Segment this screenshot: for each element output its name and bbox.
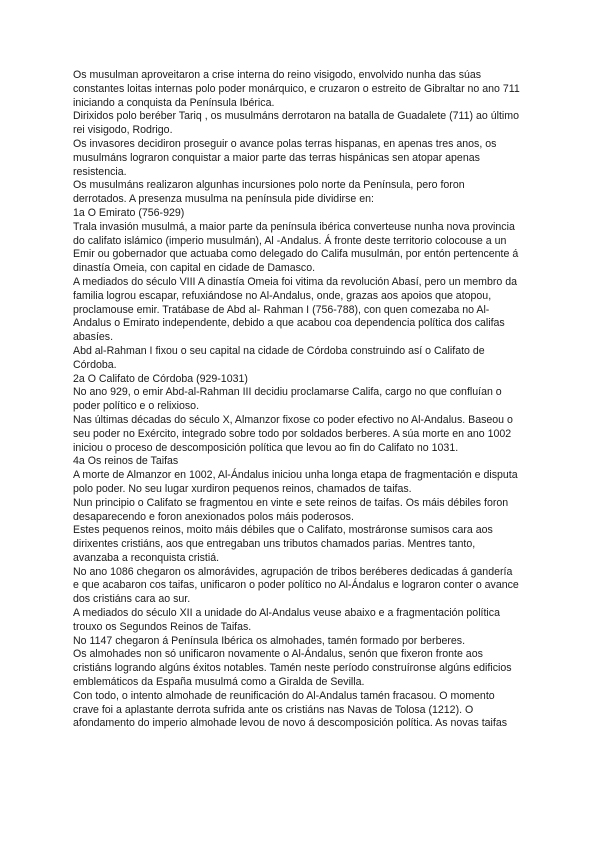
paragraph-muslim-invasion: Os musulman aproveitaron a crise interna do reino visigodo, envolvido nunha das súas constantes loitas internas polo poder monárquico, e cruzaron o estreito de Gibraltar no ano 711 iniciando a conquista da Península Ibérica. [73, 69, 520, 109]
paragraph-taifas-1: A morte de Almanzor en 1002, Al-Ándalus iniciou unha longa etapa de fragmentación e disputa polo poder. No seu lugar xurdiron pequenos reinos, chamados de taifas. [73, 469, 518, 495]
heading-taifas: 4a Os reinos de Taifas [73, 455, 179, 468]
paragraph-califato-2: Nas últimas décadas do século X, Almanzor fixose co poder efectivo no Al-Andalus. Baseou o seu poder no Exército, integrado sobre todo por soldados berberes. A súa morte en ano 1002 iniciou o proceso de descomposición política que levou ao fin do Califato no 1031. [73, 413, 513, 454]
paragraph-almohades-2: Os almohades non só unificaron novamente o Al-Ándalus, senón que fixeron fronte aos cristiáns logrando algúns éxitos notables. Tamén neste período construíronse algúns edificios emblemáticos da España musulmá como a Giralda de Sevilla. [73, 648, 512, 689]
paragraph-almohades-3: Con todo, o intento almohade de reunificación do Al-Andalus tamén fracasou. O momento crave foi a aplastante derrota sufrida ante os cristiáns nas Navas de Tolosa (1212). O afondamento do imperio almohade levou de novo á descomposición política. As novas taifas [73, 689, 508, 730]
heading-emirato: 1a O Emirato (756-929) [73, 206, 185, 219]
paragraph-almohades-1: No 1147 chegaron á Península Ibérica os almohades, tamén formado por berberes. [73, 634, 466, 647]
paragraph-segundos-taifas: A mediados do século XII a unidade do Al-Andalus veuse abaixo e a fragmentación política trouxo os Segundos Reinos de Taifas. [73, 607, 500, 633]
heading-califato: 2a O Califato de Córdoba (929-1031) [73, 372, 248, 385]
paragraph-almoravides: No ano 1086 chegaron os almorávides, agrupación de tribos beréberes dedicadas á gandería e que acabaron cos taifas, unificaron o poder político no Al-Ándalus e lograron conter o avance dos cristiáns cara ao sur. [73, 565, 519, 606]
paragraph-emirato-1: Trala invasión musulmá, a maior parte da península ibérica converteuse nunha nova provincia do califato islámico (imperio musulmán), Al -Andalus. Á fronte deste territorio colocouse a un Emir ou gobernador que actuaba como delegado do Califa musulmán, por entón pertencente á dinastía Omeia, con capital en cidade de Damasco. [73, 220, 519, 275]
paragraph-emirato-3: Abd al-Rahman I fixou o seu capital na cidade de Córdoba construindo así o Califato de Córdoba. [73, 344, 485, 371]
paragraph-advance: Os invasores decidiron proseguir o avance polas terras hispanas, en apenas tres anos, os musulmáns lograron conquistar a maior parte das terras hispánicas sen atopar apenas resistencia. [73, 137, 497, 178]
paragraph-califato-1: No ano 929, o emir Abd-al-Rahman III decidiu proclamarse Califa, cargo no que confluían o poder político e o relixioso. [73, 386, 502, 413]
paragraph-taifas-2: Nun principio o Califato se fragmentou en vinte e sete reinos de taifas. Os máis débiles foron desaparecendo e foron anexionados polos máis poderosos. [73, 496, 509, 523]
paragraph-incursions: Os musulmáns realizaron algunhas incursiones polo norte da Península, pero foron derrotados. A presenza musulma na península pide dividirse en: [73, 179, 465, 206]
paragraph-guadalete: Dirixidos polo beréber Tariq , os musulmáns derrotaron na batalla de Guadalete (711) ao último rei visigodo, Rodrigo. [73, 110, 519, 137]
paragraph-emirato-2: A mediados do século VIII A dinastía Omeia foi vitima da revolución Abasí, pero un membro da familia logrou escapar, refuxiándose no Al-Andalus, onde, grazas aos apoios que atopou, proclamouse emir. Tratábase de Abd al- Rahman I (756-788), con quen comezaba no Al-Andalus o Emirato independente, debido a que acabou coa dependencia política dos califas abasíes. [73, 275, 518, 344]
document-body [73, 69, 521, 731]
paragraph-taifas-3: Estes pequenos reinos, moito máis débiles que o Califato, mostráronse sumisos cara aos dirixentes cristiáns, aos que entregaban uns tributos chamados parias. Mentres tanto, avanzaba a reconquista cristiá. [73, 524, 493, 564]
